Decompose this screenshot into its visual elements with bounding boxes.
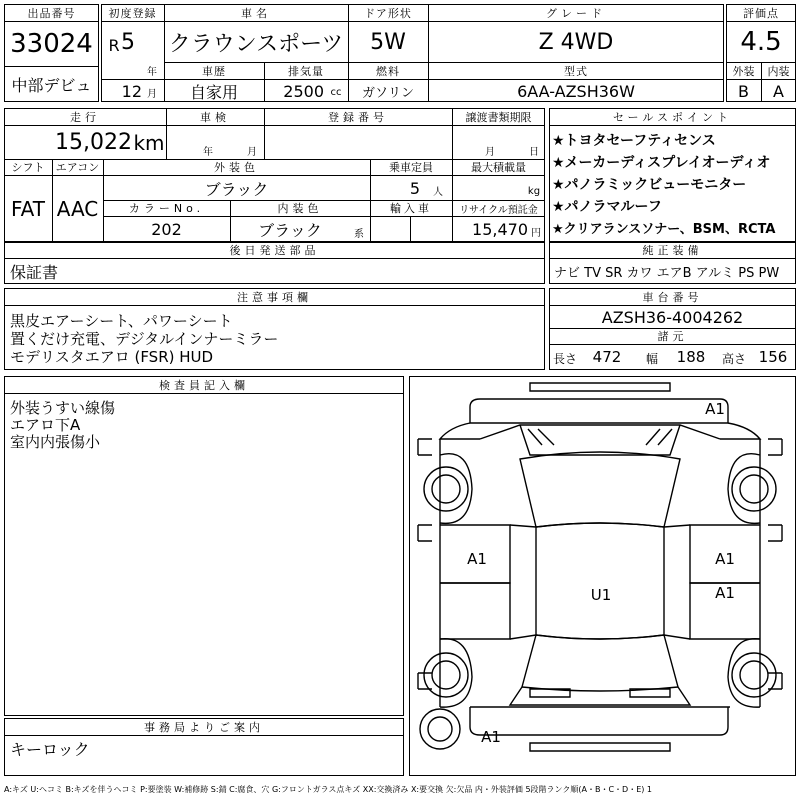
mileage: 15,022 xyxy=(55,130,132,155)
width: 188 xyxy=(676,348,706,366)
load-label: 最大積載量 xyxy=(471,161,526,174)
door-label: ドア形状 xyxy=(364,6,412,20)
year-unit: 年 xyxy=(147,67,157,78)
grade: Z 4WD xyxy=(538,29,614,55)
sales-point: ★パノラミックビューモニター xyxy=(552,177,747,193)
rear-damage-mark: A1 xyxy=(481,728,501,746)
door-type: 5W xyxy=(370,29,406,55)
inspection-label: 車検 xyxy=(200,110,230,124)
car-name: クラウンスポーツ xyxy=(168,31,344,57)
equipment-value: ナビ TV SR カワ エアB アルミ PS PW xyxy=(554,265,780,281)
length-label: 長さ xyxy=(553,351,578,366)
inspection-year-unit: 年 xyxy=(203,146,213,158)
history-label: 車歴 xyxy=(202,64,226,78)
mileage-unit: km xyxy=(133,130,165,155)
sales-point: ★パノラマルーフ xyxy=(552,199,662,215)
shift: FAT xyxy=(10,197,45,221)
ac: AAC xyxy=(56,197,99,221)
grade-label: グレード xyxy=(546,6,606,20)
lot-number: 33024 xyxy=(10,29,93,59)
note-line: 置くだけ充電、デジタルインナーミラー xyxy=(10,330,279,348)
delivery-label: 譲渡書類期限 xyxy=(465,110,532,124)
recycle: 15,470 xyxy=(472,220,528,239)
car-diagram xyxy=(409,376,796,776)
exterior-label: 外装 xyxy=(732,64,755,78)
era: R xyxy=(108,35,120,55)
front-damage-mark: A1 xyxy=(705,400,725,418)
note-line: 黒皮エアーシート、パワーシート xyxy=(10,312,233,330)
left-front-door-mark: A1 xyxy=(467,550,487,568)
recycle-unit: 円 xyxy=(531,227,541,239)
chassis-number: AZSH36-4004262 xyxy=(601,307,744,327)
height-label: 高さ xyxy=(722,351,747,366)
note-line: モデリスタエアロ (FSR) HUD xyxy=(10,348,214,366)
color-no: 202 xyxy=(151,220,182,239)
inspector-line: 外装うすい線傷 xyxy=(10,399,116,417)
history: 自家用 xyxy=(189,82,238,102)
model: 6AA-AZSH36W xyxy=(517,81,635,101)
width-label: 幅 xyxy=(646,351,659,366)
ext-color: ブラック xyxy=(204,179,269,199)
fuel-label: 燃料 xyxy=(376,64,400,78)
dims-label: 諸元 xyxy=(657,330,688,343)
office-value: キーロック xyxy=(10,739,90,759)
int-color-unit: 系 xyxy=(354,228,364,240)
load-unit: kg xyxy=(527,185,541,197)
ac-label: エアコン xyxy=(55,161,100,174)
sales-points-title: セールスポイント xyxy=(612,110,732,124)
car-name-label: 車名 xyxy=(241,6,271,20)
capacity: 5 xyxy=(409,178,420,198)
capacity-unit: 人 xyxy=(433,186,443,198)
right-front-door-mark: A1 xyxy=(715,550,735,568)
delivery-day-unit: 日 xyxy=(529,146,539,158)
int-color: ブラック xyxy=(258,221,322,240)
mileage-label: 走行 xyxy=(70,110,100,124)
reg-no-label: 登録番号 xyxy=(328,110,388,124)
length: 472 xyxy=(592,348,622,366)
month-unit: 月 xyxy=(147,88,157,100)
car-outline xyxy=(410,377,797,777)
region-label: 中部デビュ xyxy=(11,75,92,95)
score-label: 評価点 xyxy=(743,6,779,20)
inspector-label: 検査員記入欄 xyxy=(159,378,249,392)
interior-grade: A xyxy=(773,81,784,101)
import-label: 輸入車 xyxy=(390,202,432,215)
capacity-label: 乗車定員 xyxy=(389,161,433,174)
exterior-grade: B xyxy=(738,81,749,101)
legend-text: A:キズ U:ヘコミ B:キズを伴うヘコミ P:要塗装 W:補修跡 S:錆 C:腐食、穴 G:フロントガラス点キズ XX:交換済み X:要交換 欠:欠品 内・外装評価 5段階ランク順(A・B・C・D・E) 1 xyxy=(4,784,653,794)
office-label: 事務局よりご案内 xyxy=(144,720,264,734)
inspection-month-unit: 月 xyxy=(247,146,257,158)
roof-damage-mark: U1 xyxy=(590,586,612,604)
parts-label: 後日発送部品 xyxy=(229,244,320,257)
parts-value: 保証書 xyxy=(10,262,59,282)
displacement-label: 排気量 xyxy=(288,64,324,78)
inspector-line: エアロ下A xyxy=(10,416,81,434)
sales-point: ★トヨタセーフティセンス xyxy=(552,133,716,149)
delivery-month-unit: 月 xyxy=(485,146,495,158)
interior-label: 内装 xyxy=(767,64,790,78)
equipment-label: 純正装備 xyxy=(642,244,703,257)
height: 156 xyxy=(758,348,788,366)
int-color-label: 内装色 xyxy=(277,202,323,215)
chassis-label: 車台番号 xyxy=(642,290,703,304)
fuel: ガソリン xyxy=(361,85,414,101)
model-label: 型式 xyxy=(564,64,588,78)
right-rear-door-mark: A1 xyxy=(715,584,735,602)
first-reg-year: 5 xyxy=(121,29,135,55)
lot-label: 出品番号 xyxy=(27,6,76,20)
displacement-unit: cc xyxy=(330,86,342,98)
notes-label: 注意事項欄 xyxy=(237,290,312,304)
first-reg-month: 12 xyxy=(121,81,142,101)
score: 4.5 xyxy=(740,27,782,57)
color-no-label: カラーNo. xyxy=(128,202,205,215)
displacement: 2500 xyxy=(283,81,324,101)
inspector-line: 室内内張傷小 xyxy=(10,433,101,451)
shift-label: シフト xyxy=(11,161,45,174)
sales-point: ★メーカーディスプレイオーディオ xyxy=(552,155,771,171)
recycle-label: リサイクル預託金 xyxy=(459,204,538,216)
first-reg-label: 初度登録 xyxy=(108,6,157,20)
ext-color-label: 外装色 xyxy=(214,161,259,174)
sales-point: ★クリアランスソナー、BSM、RCTA xyxy=(552,222,776,237)
